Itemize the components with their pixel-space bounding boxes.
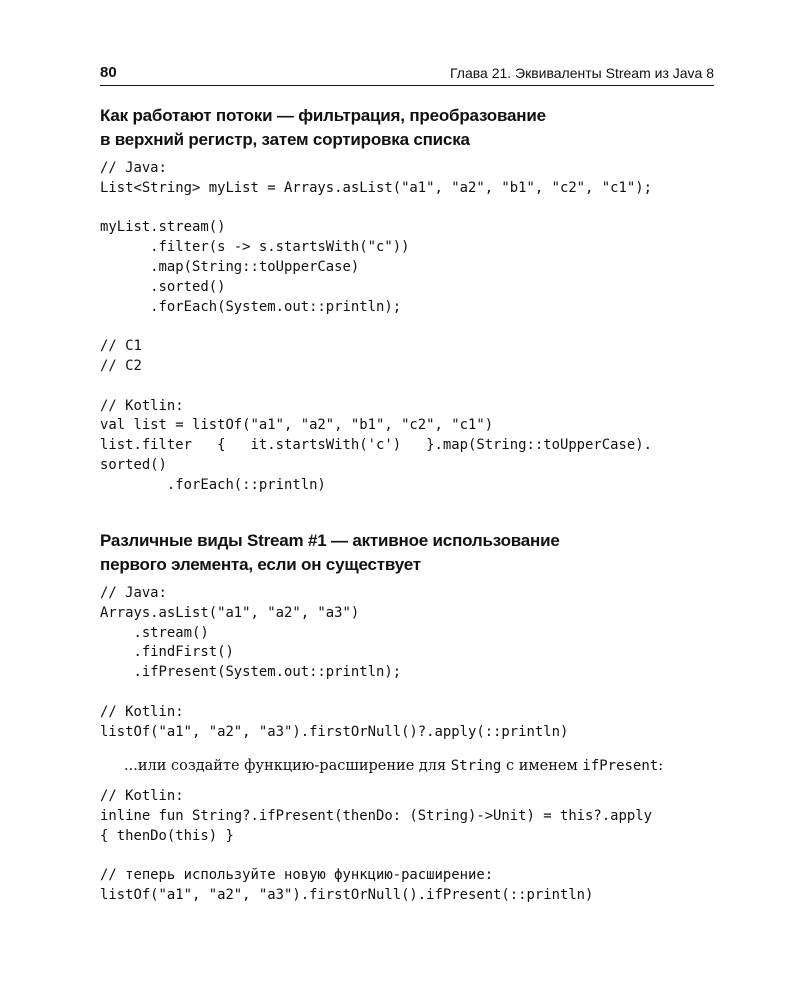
heading-line: Различные виды Stream #1 — активное использование bbox=[100, 531, 560, 550]
code-line: listOf("a1", "a2", "a3").firstOrNull()?.apply(::println) bbox=[100, 723, 569, 740]
code-line: Arrays.asList("a1", "a2", "a3") bbox=[100, 604, 360, 621]
book-page bbox=[100, 0, 714, 1000]
code-line: // теперь используйте новую функцию-расширение: bbox=[100, 867, 494, 884]
code-line: // Java: bbox=[100, 585, 167, 601]
code-line: .findFirst() bbox=[100, 644, 234, 661]
page-header bbox=[100, 63, 714, 86]
code-line: { thenDo(this) } bbox=[100, 827, 234, 844]
code-line: sorted() bbox=[100, 456, 167, 473]
code-line: .filter(s -> s.startsWith("c")) bbox=[100, 239, 410, 256]
prose-text: ...или создайте функцию-расширение для bbox=[124, 758, 451, 774]
code-line: .ifPresent(System.out::println); bbox=[100, 664, 402, 681]
running-head: Глава 21. Эквиваленты Stream из Java 8 bbox=[449, 65, 714, 81]
code-line: myList.stream() bbox=[100, 219, 226, 236]
code-line: // C2 bbox=[100, 357, 142, 374]
code-line: .forEach(::println) bbox=[100, 476, 326, 493]
code-line: listOf("a1", "a2", "a3").firstOrNull().ifPresent(::println) bbox=[100, 886, 594, 903]
code-line: // Kotlin: bbox=[100, 788, 184, 804]
code-line bbox=[100, 683, 714, 703]
code-line: // Java: bbox=[100, 160, 167, 176]
section-heading-2 bbox=[100, 529, 714, 577]
code-line: .map(String::toUpperCase) bbox=[100, 258, 360, 275]
code-line bbox=[100, 846, 714, 866]
code-line: // Kotlin: bbox=[100, 703, 184, 720]
code-line: .sorted() bbox=[100, 278, 226, 295]
prose-text: : bbox=[658, 758, 664, 774]
inline-code: ifPresent bbox=[582, 758, 659, 774]
code-line: // Kotlin: bbox=[100, 397, 184, 414]
code-line: inline fun String?.ifPresent(thenDo: (String)->Unit) = this?.apply bbox=[100, 807, 652, 824]
code-line bbox=[100, 377, 714, 397]
page-number: 80 bbox=[100, 64, 117, 81]
heading-line: в верхний регистр, затем сортировка списка bbox=[100, 130, 470, 149]
prose-text: с именем bbox=[501, 758, 583, 774]
section-heading-1 bbox=[100, 104, 714, 152]
heading-line: первого элемента, если он существует bbox=[100, 555, 421, 574]
code-block-2 bbox=[100, 584, 714, 742]
code-line: List<String> myList = Arrays.asList("a1", "a2", "b1", "c2", "c1"); bbox=[100, 179, 652, 196]
code-line: // C1 bbox=[100, 338, 142, 355]
inline-code: String bbox=[450, 758, 502, 774]
code-line bbox=[100, 317, 714, 337]
code-line bbox=[100, 199, 714, 219]
code-block-1 bbox=[100, 159, 714, 496]
code-line: .stream() bbox=[100, 624, 209, 641]
code-line: list.filter { it.startsWith('c') }.map(String::toUpperCase). bbox=[100, 437, 652, 454]
body-paragraph bbox=[124, 756, 714, 776]
code-block-3 bbox=[100, 787, 714, 906]
code-line: .forEach(System.out::println); bbox=[100, 298, 402, 315]
code-line: val list = listOf("a1", "a2", "b1", "c2", "c1") bbox=[100, 417, 494, 434]
heading-line: Как работают потоки — фильтрация, преобразование bbox=[100, 106, 546, 125]
